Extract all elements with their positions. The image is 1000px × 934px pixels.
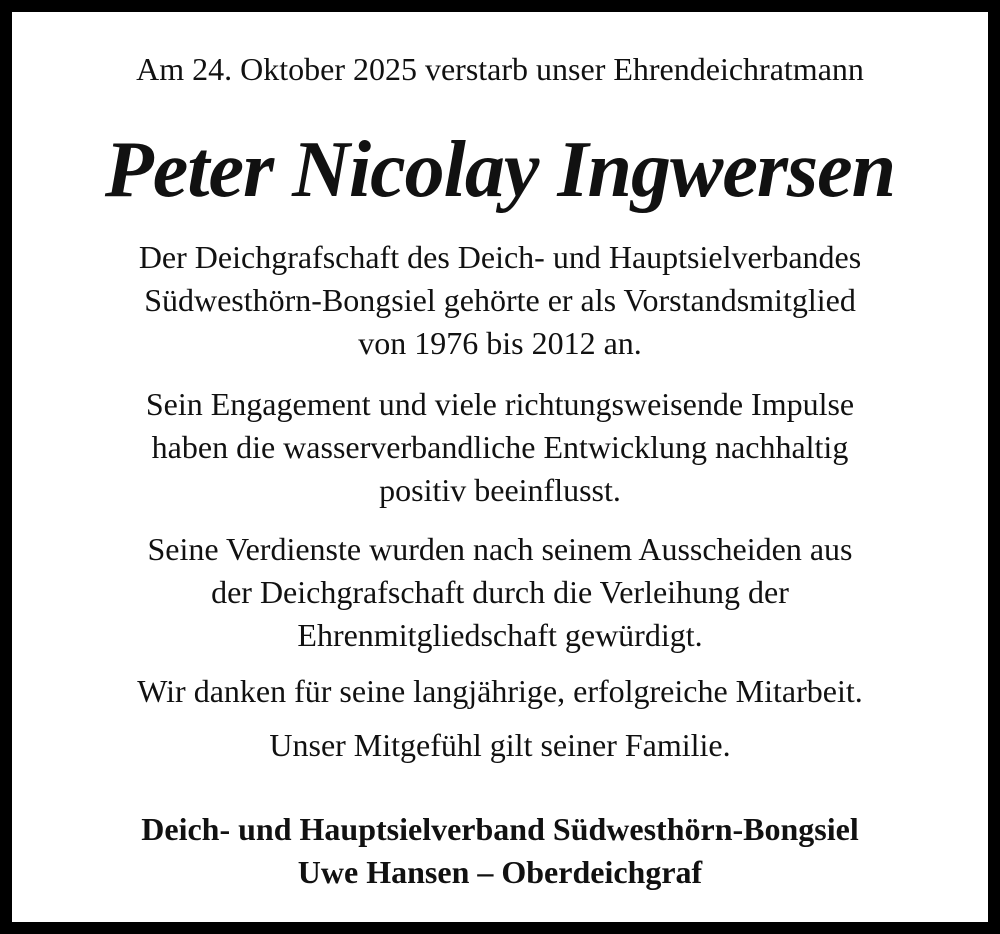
deceased-name: Peter Nicolay Ingwersen (104, 126, 896, 214)
signature-organization: Deich- und Hauptsielverband Südwesthörn-Bongsiel (141, 811, 859, 847)
intro-line: Am 24. Oktober 2025 verstarb unser Ehrendeichratmann (136, 51, 864, 87)
paragraph-condolence: Unser Mitgefühl gilt seiner Familie. (269, 727, 731, 763)
paragraph-engagement: Sein Engagement und viele richtungsweisende Impulse haben die wasserverbandliche Entwicklung nachhaltig positiv beeinflusst. (145, 386, 855, 508)
paragraph-membership: Der Deichgrafschaft des Deich- und Hauptsielverbandes Südwesthörn-Bongsiel gehörte er als Vorstandsmitglied von 1976 bis 2012 an. (138, 239, 862, 361)
signature-person: Uwe Hansen – Oberdeichgraf (297, 854, 703, 890)
paragraph-thanks: Wir danken für seine langjährige, erfolgreiche Mitarbeit. (137, 673, 863, 709)
paragraph-merits: Seine Verdienste wurden nach seinem Ausscheiden aus der Deichgrafschaft durch die Verleihung der Ehrenmitgliedschaft gewürdigt. (147, 531, 853, 653)
signature (12, 808, 988, 894)
